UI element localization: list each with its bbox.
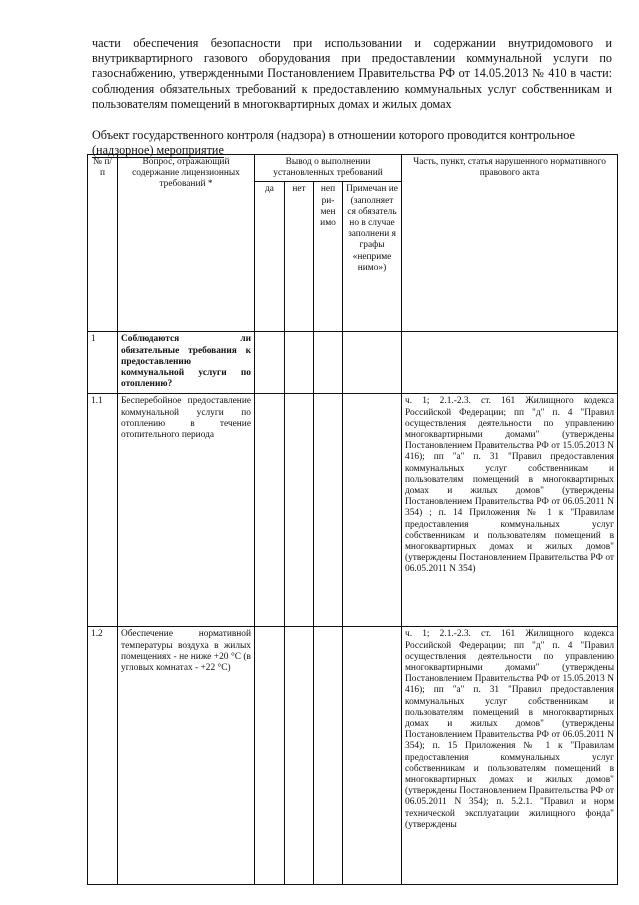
header-no: нет bbox=[285, 182, 314, 332]
header-conclusion: Вывод о выполнении установленных требований bbox=[255, 155, 402, 182]
row-question: Бесперебойное предоставление коммунальной услуги по отоплению в течение отопительного периода bbox=[118, 394, 255, 627]
cell-yes bbox=[255, 627, 285, 885]
cell-no bbox=[285, 394, 314, 627]
cell-yes bbox=[255, 394, 285, 627]
cell-note bbox=[343, 627, 402, 885]
row-num: 1.1 bbox=[88, 394, 118, 627]
cell-yes bbox=[255, 332, 285, 394]
header-na: неп ри- мен имо bbox=[314, 182, 343, 332]
cell-na bbox=[314, 332, 343, 394]
row-question: Обеспечение нормативной температуры воздуха в жилых помещениях - не ниже +20 °С (в угловых комнатах - +22 °С) bbox=[118, 627, 255, 885]
cell-note bbox=[343, 332, 402, 394]
intro-text: части обеспечения безопасности при использовании и содержании внутридомового и внутриквартирного газового оборудования при предоставлении коммунальной услуги по газоснабжению, утвержденными Постановлением Правительства РФ от 14.05.2013 № 410 в части: соблюдения обязательных требований к предоставлению коммунальных услуг собственникам и пользователям помещений в многоквартирных домах и жилых домах bbox=[92, 36, 612, 111]
cell-na bbox=[314, 394, 343, 627]
header-num: № п/п bbox=[88, 155, 118, 332]
checklist-table bbox=[87, 154, 618, 885]
control-object-text: Объект государственного контроля (надзора) в отношении которого проводится контрольное bbox=[92, 128, 575, 142]
header-note: Примечан ие (заполняет ся обязатель но в случае заполнени я графы «неприме нимо») bbox=[343, 182, 402, 332]
header-row-top bbox=[88, 155, 618, 182]
control-object-underlined: (надзорное) мероприятие bbox=[92, 143, 224, 157]
header-question: Вопрос, отражающий содержание лицензионных требований * bbox=[118, 155, 255, 332]
cell-na bbox=[314, 627, 343, 885]
row-ref bbox=[402, 332, 618, 394]
cell-no bbox=[285, 627, 314, 885]
cell-no bbox=[285, 332, 314, 394]
table-row bbox=[88, 627, 618, 885]
table-row bbox=[88, 332, 618, 394]
intro-paragraph bbox=[92, 36, 612, 112]
row-ref: ч. 1; 2.1.-2.3. ст. 161 Жилищного кодекса Российской Федерации; пп "д" п. 4 "Правил осуществления деятельности по управлению многоквартирными домами" (утверждены Постановлением Правительства РФ от 15.05.2013 N 416); пп "а" п. 31 "Правил предоставления коммунальных услуг собственникам и пользователям помещений в многоквартирных домах и жилых домов" (утверждены Постановлением Правительства РФ от 06.05.2011 N 354); п. 15 Приложения № 1 к "Правилам предоставления коммунальных услуг собственникам и пользователям помещений в многоквартирных домах и жилых домов" (утверждены Постановлением Правительства РФ от 06.05.2011 N 354); п. 5.2.1. "Правил и норм технической эксплуатации жилищного фонда" (утверждены bbox=[402, 627, 618, 885]
cell-note bbox=[343, 394, 402, 627]
row-ref: ч. 1; 2.1.-2.3. ст. 161 Жилищного кодекса Российской Федерации; пп "д" п. 4 "Правил осуществления деятельности по управлению многоквартирными домами" (утверждены Постановлением Правительства РФ от 15.05.2013 N 416); пп "а" п. 31 "Правил предоставления коммунальных услуг собственникам и пользователям помещений в многоквартирных домах и жилых домов" (утверждены Постановлением Правительства РФ от 06.05.2011 N 354) ; п. 14 Приложения № 1 к "Правилам предоставления коммунальных услуг собственникам и пользователям помещений в многоквартирных домах и жилых домов" (утверждены Постановлением Правительства РФ от 06.05.2011 N 354) bbox=[402, 394, 618, 627]
header-ref: Часть, пункт, статья нарушенного нормативного правового акта bbox=[402, 155, 618, 332]
row-num: 1.2 bbox=[88, 627, 118, 885]
header-yes: да bbox=[255, 182, 285, 332]
row-question: Соблюдаются ли обязательные требования к предоставлению коммунальной услуги по отоплению? bbox=[118, 332, 255, 394]
table-row bbox=[88, 394, 618, 627]
row-num: 1 bbox=[88, 332, 118, 394]
